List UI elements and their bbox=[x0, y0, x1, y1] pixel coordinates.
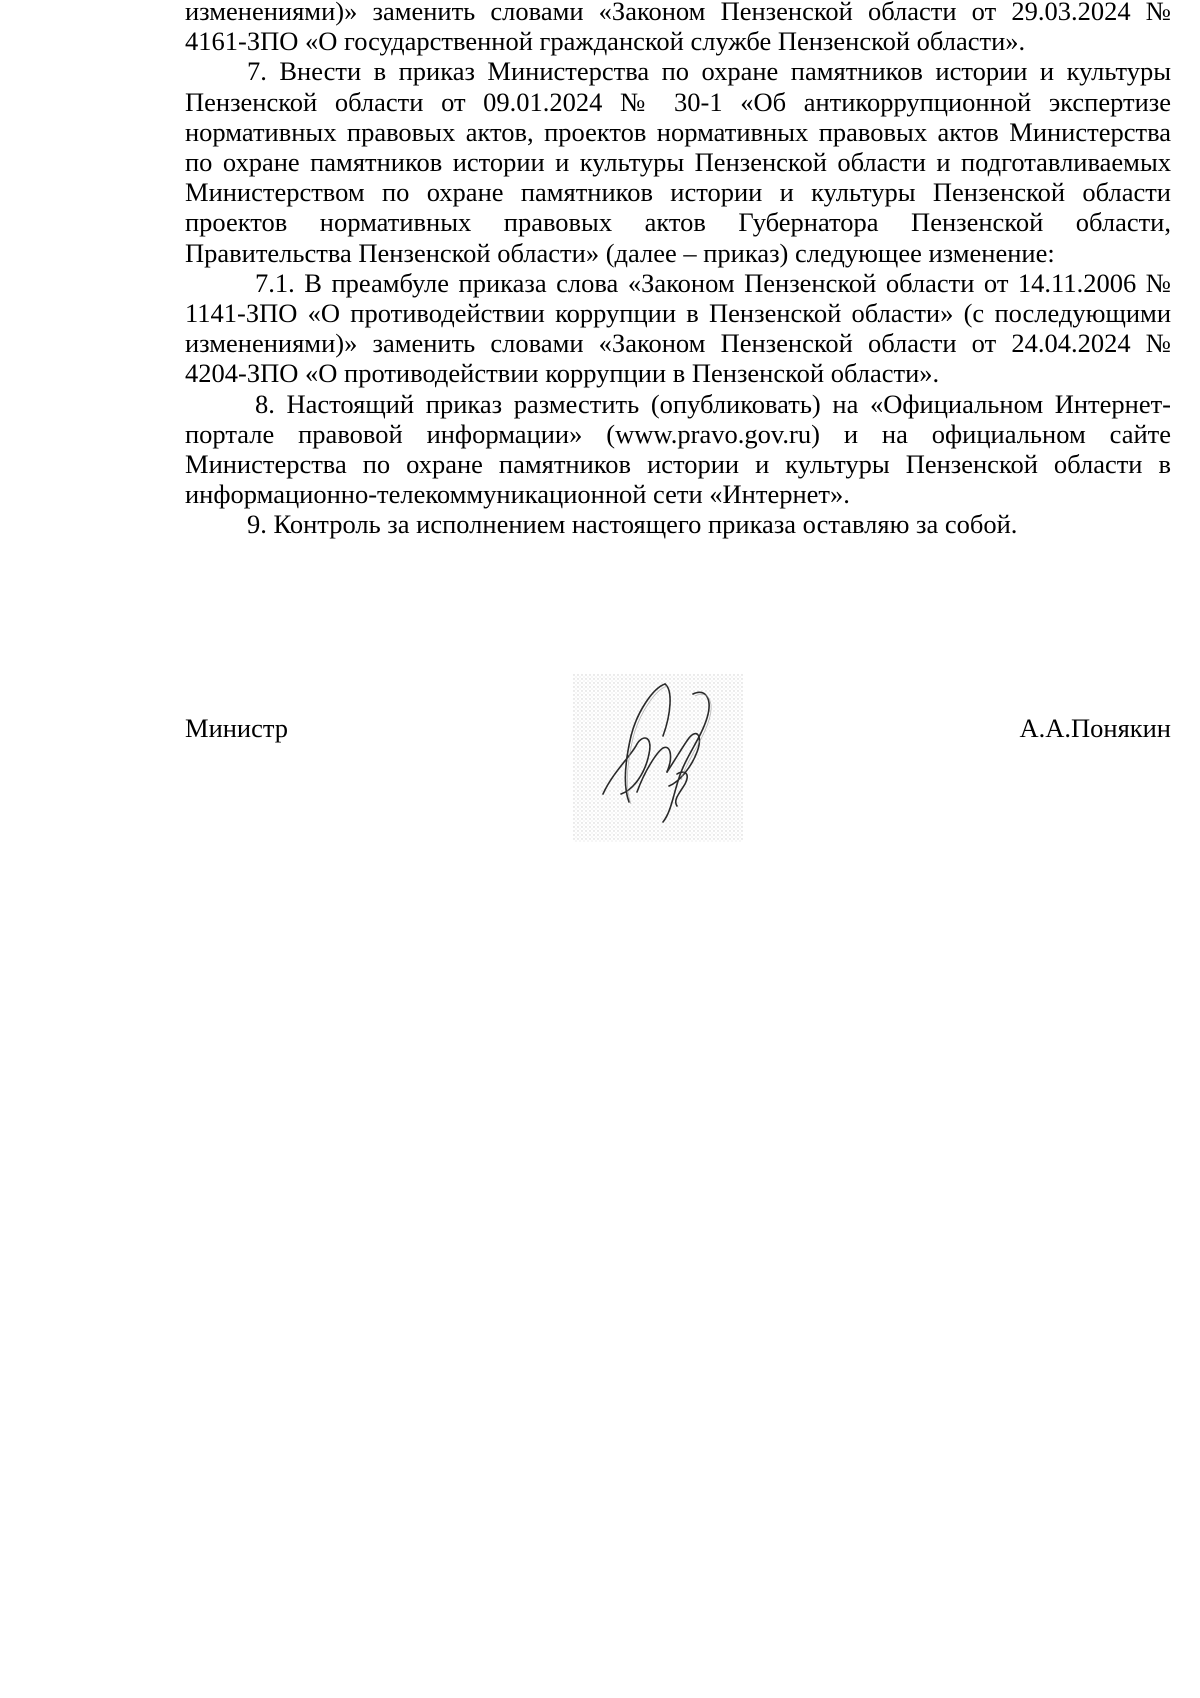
paragraph-item-7: 7. Внести в приказ Министерства по охране памятников истории и культуры Пензенской области от 09.01.2024 № 30-1 «Об антикоррупционной экспертизе нормативных правовых актов, проектов нормативных правовых актов Министерства по охране памятников истории и культуры Пензенской области и подготавливаемых Министерством по охране памятников истории и культуры Пензенской области проектов нормативных правовых актов Губернатора Пензенской области, Правительства Пензенской области» (далее – приказ) следующее изменение: bbox=[185, 56, 1171, 268]
signer-name: А.А.Понякин bbox=[1019, 713, 1171, 743]
paragraph-continuation: изменениями)» заменить словами «Законом Пензенской области от 29.03.2024 № 4161-ЗПО «О государственной гражданской службе Пензенской области». bbox=[185, 0, 1171, 57]
paragraph-item-7-1: 7.1. В преамбуле приказа слова «Законом Пензенской области от 14.11.2006 № 1141-ЗПО «О противодействии коррупции в Пензенской области» (с последующими изменениями)» заменить словами «Законом Пензенской области от 24.04.2024 № 4204-ЗПО «О противодействии коррупции в Пензенской области». bbox=[185, 267, 1171, 389]
document-body bbox=[185, 0, 1171, 540]
paragraph-item-8: 8. Настоящий приказ разместить (опубликовать) на «Официальном Интернет-портале правовой информации» (www.pravo.gov.ru) и на официальном сайте Министерства по охране памятников истории и культуры Пензенской области в информационно-телекоммуникационной сети «Интернет». bbox=[185, 388, 1171, 510]
signer-position: Министр bbox=[185, 713, 289, 743]
handwritten-signature-image bbox=[573, 674, 743, 842]
paragraph-item-9: 9. Контроль за исполнением настоящего приказа оставляю за собой. bbox=[247, 509, 1018, 540]
